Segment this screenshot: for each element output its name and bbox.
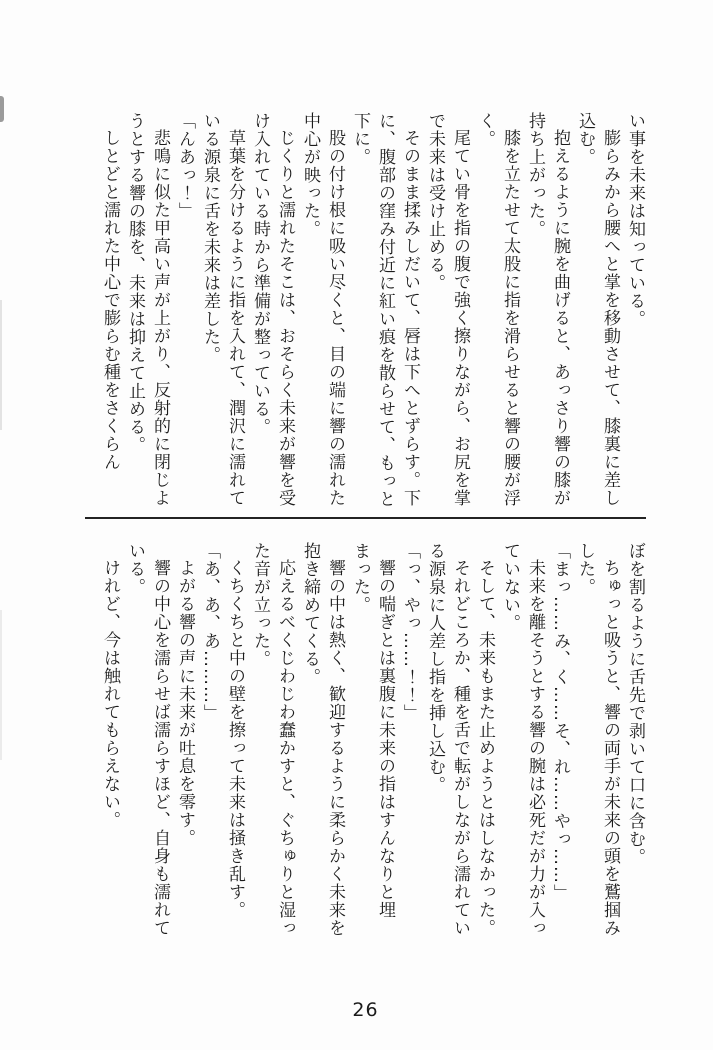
paragraph: しとどと濡れた中心で膨らむ種をさくらん	[100, 129, 120, 471]
scan-artifact	[0, 300, 2, 430]
paragraph: じくりと濡れたそこは、おそらく未来が響を受け入れている時から準備が整っている。	[250, 112, 295, 507]
paragraph: よがる響の声に未来が吐息を零す。	[175, 559, 195, 847]
paragraph: 響の中心を濡らせば濡らすほど、自身も濡れている。	[125, 542, 170, 937]
paragraph: 未来を離そうとする響の腕は必死だが力が入っていない。	[500, 542, 545, 937]
paragraph: そのまま揉みしだいて、唇は下へとずらす。下に、腹部の窪み付近に紅い痕を散らせて、もっと下に。	[350, 112, 420, 508]
text-block-top	[97, 112, 647, 508]
paragraph: それどころか、種を舌で転がしながら濡れている源泉に人差し指を挿し込む。	[425, 542, 470, 937]
paragraph: 股の付け根に吸い尽くと、目の端に響の濡れた中心が映った。	[300, 112, 345, 507]
paragraph: 抱えるように腕を曲げると、あっさり響の膝が持ち上がった。	[525, 112, 570, 507]
paragraph: 尾てい骨を指の腹で強く擦りながら、お尻を掌で未来は受け止める。	[425, 112, 470, 507]
paragraph: そして、未来もまた止めようとはしなかった。	[475, 559, 495, 937]
paragraph: くちくちと中の壁を擦って未来は掻き乱す。	[225, 559, 245, 919]
paragraph: けれど、今は触れてもらえない。	[100, 559, 120, 829]
paragraph: ちゅっと吸うと、響の両手が未来の頭を鷲掴みした。	[575, 542, 620, 937]
paragraph: 膨らみから腰へと掌を移動させて、膝裏に差し込む。	[575, 112, 620, 507]
paragraph: 膝を立たせて太股に指を滑らせると響の腰が浮く。	[475, 112, 520, 507]
paragraph: 「っ、やっ……！！」	[400, 542, 420, 722]
scan-artifact	[0, 96, 4, 122]
paragraph: 「んあっ！」	[175, 112, 195, 220]
paragraph: ぼを割るように舌先で剥いて口に含む。	[625, 542, 645, 866]
section-divider	[85, 517, 646, 519]
paragraph: 草葉を分けるように指を入れて、潤沢に濡れている源泉に舌を未来は差した。	[200, 112, 245, 507]
text-block-bottom	[97, 542, 647, 938]
scan-artifact	[0, 610, 2, 760]
paragraph: 響の中は熱く、歓迎するように柔らかく未来を抱き締めてくる。	[300, 542, 345, 937]
paragraph: 悲鳴に似た甲高い声が上がり、反射的に閉じようとする響の膝を、未来は抑えて止める。	[125, 112, 170, 507]
paragraph: 応えるべくじわじわ蠢かすと、ぐちゅりと湿った音が立った。	[250, 542, 295, 937]
paragraph: 「あ、あ、あ………」	[200, 542, 220, 722]
page-number: 26	[352, 999, 379, 1021]
paragraph: い事を未来は知っている。	[625, 112, 645, 328]
paragraph: 響の喘ぎとは裏腹に未来の指はすんなりと埋まった。	[350, 542, 395, 919]
paragraph: 「まっ……み、く……そ、れ……やっ……」	[550, 542, 570, 902]
